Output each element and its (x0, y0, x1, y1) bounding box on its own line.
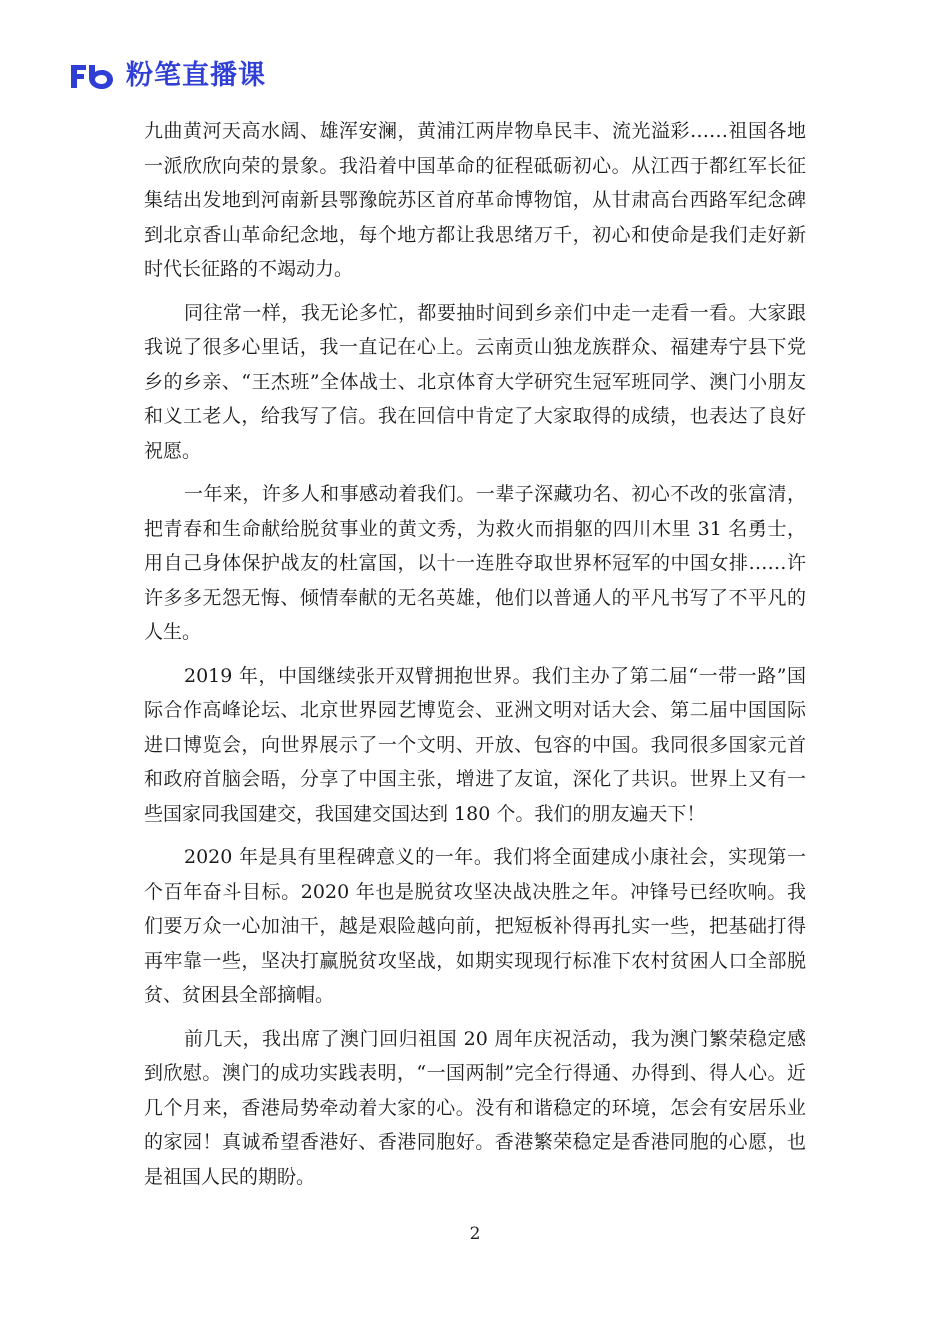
paragraph: 一年来，许多人和事感动着我们。一辈子深藏功名、初心不改的张富清，把青春和生命献给脱贫事业的黄文秀，为救火而捐躯的四川木里 31 名勇士，用自己身体保护战友的杜富国，以十一连胜夺取世界杯冠军的中国女排……许许多多无怨无悔、倾情奉献的无名英雄，他们以普通人的平凡书写了不平凡的人生。 (144, 483, 806, 643)
paragraph: 2019 年，中国继续张开双臂拥抱世界。我们主办了第二届“一带一路”国际合作高峰论坛、北京世界园艺博览会、亚洲文明对话大会、第二届中国国际进口博览会，向世界展示了一个文明、开放、包容的中国。我同很多国家元首和政府首脑会晤，分享了中国主张，增进了友谊，深化了共识。世界上又有一些国家同我国建交，我国建交国达到 180 个。我们的朋友遍天下！ (144, 664, 806, 825)
paragraph: 同往常一样，我无论多忙，都要抽时间到乡亲们中走一走看一看。大家跟我说了很多心里话，我一直记在心上。云南贡山独龙族群众、福建寿宁县下党乡的乡亲、“王杰班”全体战士、北京体育大学研究生冠军班同学、澳门小朋友和义工老人，给我写了信。我在回信中肯定了大家取得的成绩，也表达了良好祝愿。 (144, 301, 806, 462)
paragraph: 2020 年是具有里程碑意义的一年。我们将全面建成小康社会，实现第一个百年奋斗目标。2020 年也是脱贫攻坚决战决胜之年。冲锋号已经吹响。我们要万众一心加油干，越是艰险越向前，把短板补得再扎实一些，把基础打得再牢靠一些，坚决打赢脱贫攻坚战，如期实现现行标准下农村贫困人口全部脱贫、贫困县全部摘帽。 (144, 846, 806, 1006)
document-body (144, 114, 806, 1203)
page-number: 2 (469, 1224, 481, 1244)
fenbi-logo-icon (68, 61, 118, 91)
brand-name: 粉笔直播课 (126, 60, 266, 91)
paragraph: 前几天，我出席了澳门回归祖国 20 周年庆祝活动，我为澳门繁荣稳定感到欣慰。澳门的成功实践表明，“一国两制”完全行得通、办得到、得人心。近几个月来，香港局势牵动着大家的心。没有和谐稳定的环境，怎会有安居乐业的家园！真诚希望香港好、香港同胞好。香港繁荣稳定是香港同胞的心愿，也是祖国人民的期盼。 (144, 1027, 806, 1188)
header (68, 58, 266, 94)
paragraph: 九曲黄河天高水阔、雄浑安澜，黄浦江两岸物阜民丰、流光溢彩……祖国各地一派欣欣向荣的景象。我沿着中国革命的征程砥砺初心。从江西于都红军长征集结出发地到河南新县鄂豫皖苏区首府革命博物馆，从甘肃高台西路军纪念碑到北京香山革命纪念地，每个地方都让我思绪万千，初心和使命是我们走好新时代长征路的不竭动力。 (144, 120, 806, 280)
